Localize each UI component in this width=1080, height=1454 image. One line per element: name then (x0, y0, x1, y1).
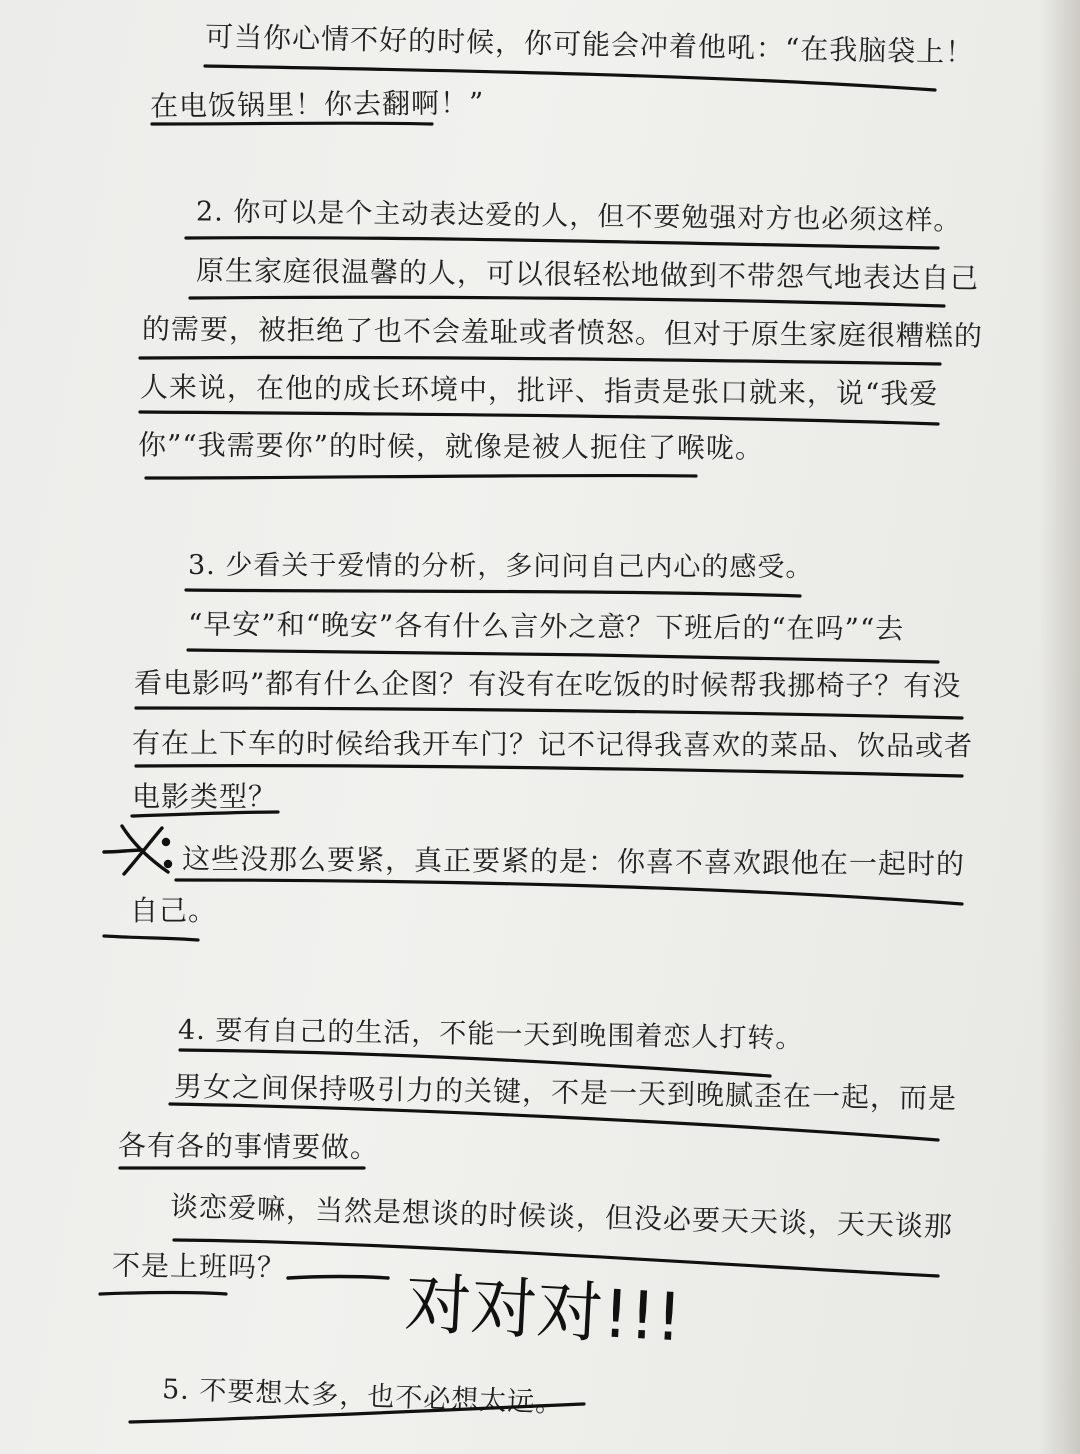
text-line-2: 在电饭锅里！你去翻啊！” (149, 86, 485, 123)
text-line-13: 这些没那么要紧，真正要紧的是：你喜不喜欢跟他在一起时的 (181, 842, 966, 881)
text-line-11: 有在上下车的时候给我开车门？记不记得我喜欢的菜品、饮品或者 (131, 726, 974, 763)
text-line-1: 可当你心情不好的时候，你可能会冲着他吼：“在我脑袋上！ (204, 19, 975, 70)
section-heading-5: 5. 不要想太多，也不必想太远。 (161, 1374, 564, 1419)
section-heading-2: 2. 你可以是个主动表达爱的人，但不要勉强对方也必须这样。 (195, 196, 962, 237)
text-line-18: 谈恋爱嘛，当然是想谈的时候谈，但没必要天天谈，天天谈那 (169, 1189, 954, 1244)
text-line-16: 男女之间保持吸引力的关键，不是一天到晚腻歪在一起，而是 (173, 1069, 958, 1116)
margin-star-mark (104, 826, 171, 874)
text-line-6: 人来说，在他的成长环境中，批评、指责是张口就来，说“我爱 (139, 370, 939, 411)
section-heading-4: 4. 要有自己的生活，不能一天到晚围着恋人打转。 (177, 1014, 804, 1055)
text-line-19: 不是上班吗？ (111, 1248, 287, 1285)
text-line-12: 电影类型？ (132, 780, 278, 813)
section-heading-3: 3. 少看关于爱情的分析，多问问自己内心的感受。 (187, 549, 814, 584)
text-line-10: 看电影吗”都有什么企图？有没有在吃饭的时候帮我挪椅子？有没 (133, 666, 962, 703)
text-line-14: 自己。 (130, 894, 218, 927)
handwritten-comment: 对对对!!! (403, 1264, 685, 1357)
text-line-17: 各有各的事情要做。 (117, 1128, 380, 1165)
text-line-9: “早安”和“晚安”各有什么言外之意？下班后的“在吗”“去 (187, 607, 905, 646)
text-line-5: 的需要，被拒绝了也不会羞耻或者愤怒。但对于原生家庭很糟糕的 (141, 312, 984, 353)
handwritten-dash (288, 1277, 388, 1279)
text-line-4: 原生家庭很温馨的人，可以很轻松地做到不带怨气地表达自己 (195, 253, 980, 296)
text-line-7: 你”“我需要你”的时候，就像是被人扼住了喉咙。 (137, 428, 765, 465)
